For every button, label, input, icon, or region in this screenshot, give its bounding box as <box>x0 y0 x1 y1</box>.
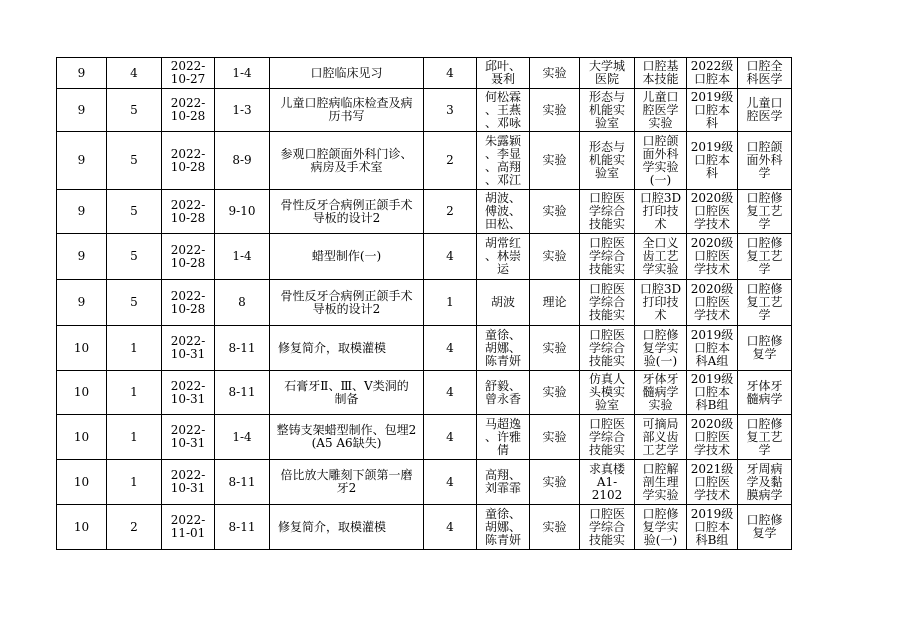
teacher-cell <box>477 505 530 550</box>
course-cell <box>738 326 792 371</box>
course-cell-text: 牙周病 学及黏 膜病学 <box>746 461 783 502</box>
type-cell <box>530 190 580 234</box>
period-cell <box>215 234 270 280</box>
day-cell-text: 1 <box>130 385 138 399</box>
course-cell <box>738 234 792 280</box>
week-cell-text: 10 <box>73 429 90 444</box>
hours-cell-text: 2 <box>446 153 454 167</box>
lab-cell <box>635 326 687 371</box>
topic-cell <box>270 460 424 505</box>
week-cell <box>57 190 107 234</box>
hours-cell <box>424 234 477 280</box>
topic-cell-text: 骨性反牙合病例正颌手术 导板的设计2 <box>280 288 413 316</box>
hours-cell <box>424 132 477 190</box>
course-cell-text: 口腔颌 面外科 学 <box>746 140 783 180</box>
date-cell-text: 2022- 10-27 <box>170 59 206 86</box>
place-cell <box>580 326 635 371</box>
topic-cell-text: 修复简介，取模灌模 <box>278 340 387 355</box>
period-cell-text: 8 <box>238 295 246 309</box>
place-cell-text: 口腔医 学综合 技能实 <box>588 416 625 457</box>
place-cell <box>580 190 635 234</box>
lab-cell <box>635 89 687 132</box>
type-cell <box>530 234 580 280</box>
type-cell-text: 实验 <box>542 340 567 355</box>
course-cell-text: 牙体牙 髓病学 <box>746 378 783 406</box>
teacher-cell <box>477 132 530 190</box>
grade-cell <box>687 132 738 190</box>
date-cell-text: 2022- 10-31 <box>170 334 206 361</box>
date-cell-text: 2022- 10-31 <box>170 378 206 406</box>
day-cell <box>107 460 162 505</box>
period-cell-text: 8-11 <box>228 519 256 534</box>
week-cell <box>57 280 107 326</box>
day-cell-text: 5 <box>130 204 138 218</box>
grade-cell <box>687 190 738 234</box>
lab-cell-text: 口腔3D 打印技 术 <box>639 282 682 322</box>
hours-cell <box>424 58 477 89</box>
grade-cell <box>687 505 738 550</box>
date-cell <box>162 58 215 89</box>
table-row <box>57 371 792 415</box>
date-cell <box>162 460 215 505</box>
week-cell <box>57 415 107 460</box>
course-cell <box>738 280 792 326</box>
grade-cell <box>687 326 738 371</box>
type-cell-text: 实验 <box>542 385 567 399</box>
date-cell <box>162 326 215 371</box>
topic-cell <box>270 371 424 415</box>
schedule-table <box>56 57 792 550</box>
period-cell-text: 8-11 <box>228 474 256 489</box>
week-cell <box>57 505 107 550</box>
date-cell-text: 2022- 10-28 <box>170 242 206 270</box>
hours-cell <box>424 415 477 460</box>
date-cell-text: 2022- 11-01 <box>170 513 206 540</box>
hours-cell <box>424 280 477 326</box>
topic-cell-text: 儿童口腔病临床检查及病 历书写 <box>280 96 413 123</box>
lab-cell <box>635 460 687 505</box>
topic-cell <box>270 280 424 326</box>
course-cell <box>738 460 792 505</box>
lab-cell-text: 口腔修 复学实 验(一) <box>642 327 679 368</box>
hours-cell-text: 1 <box>446 295 454 309</box>
period-cell-text: 8-11 <box>228 385 256 399</box>
teacher-cell <box>477 460 530 505</box>
table-row <box>57 132 792 190</box>
topic-cell-text: 整铸支架蜡型制作、包埋2 (A5 A6缺失) <box>276 423 417 450</box>
teacher-cell <box>477 190 530 234</box>
day-cell <box>107 371 162 415</box>
place-cell-text: 口腔医 学综合 技能实 <box>588 506 625 547</box>
period-cell <box>215 280 270 326</box>
place-cell-text: 形态与 机能实 验室 <box>588 140 625 180</box>
course-cell-text: 口腔修 复工艺 学 <box>746 416 783 457</box>
place-cell-text: 口腔医 学综合 技能实 <box>588 327 625 368</box>
week-cell-text: 10 <box>73 519 90 534</box>
date-cell-text: 2022- 10-28 <box>170 288 206 316</box>
table-row <box>57 460 792 505</box>
hours-cell-text: 2 <box>446 204 454 218</box>
teacher-cell <box>477 326 530 371</box>
week-cell <box>57 326 107 371</box>
topic-cell-text: 倍比放大雕刻下颌第一磨 牙2 <box>280 468 413 495</box>
course-cell-text: 口腔全 科医学 <box>746 59 783 86</box>
week-cell-text: 9 <box>77 295 86 309</box>
grade-cell <box>687 58 738 89</box>
grade-cell <box>687 460 738 505</box>
grade-cell-text: 2020级 口腔医 学技术 <box>690 236 734 276</box>
course-cell <box>738 505 792 550</box>
grade-cell-text: 2019级 口腔本 科 <box>690 89 734 130</box>
topic-cell-text: 参观口腔颌面外科门诊、 病房及手术室 <box>280 146 413 174</box>
hours-cell <box>424 371 477 415</box>
lab-cell <box>635 190 687 234</box>
topic-cell <box>270 190 424 234</box>
teacher-cell <box>477 371 530 415</box>
hours-cell-text: 4 <box>446 429 454 444</box>
place-cell-text: 口腔医 学综合 技能实 <box>588 236 625 276</box>
place-cell <box>580 505 635 550</box>
hours-cell-text: 3 <box>446 102 454 117</box>
day-cell-text: 5 <box>130 102 138 117</box>
type-cell <box>530 58 580 89</box>
type-cell <box>530 371 580 415</box>
schedule-body <box>57 58 792 550</box>
teacher-cell <box>477 58 530 89</box>
topic-cell <box>270 415 424 460</box>
topic-cell <box>270 505 424 550</box>
place-cell <box>580 234 635 280</box>
place-cell <box>580 132 635 190</box>
hours-cell-text: 4 <box>446 249 454 263</box>
type-cell <box>530 505 580 550</box>
grade-cell-text: 2019级 口腔本 科B组 <box>690 372 734 412</box>
hours-cell <box>424 460 477 505</box>
hours-cell <box>424 190 477 234</box>
teacher-cell-text: 胡波、 傅波、 田松、 <box>484 191 521 231</box>
week-cell <box>57 89 107 132</box>
date-cell-text: 2022- 10-31 <box>170 423 206 450</box>
teacher-cell-text: 邱叶、 聂利 <box>484 59 521 86</box>
place-cell-text: 形态与 机能实 验室 <box>588 89 625 130</box>
table-row <box>57 58 792 89</box>
week-cell-text: 10 <box>73 474 90 489</box>
table-row <box>57 190 792 234</box>
period-cell <box>215 190 270 234</box>
type-cell-text: 实验 <box>542 153 567 167</box>
grade-cell <box>687 280 738 326</box>
type-cell-text: 实验 <box>542 102 567 117</box>
hours-cell <box>424 89 477 132</box>
lab-cell-text: 可摘局 部义齿 工艺学 <box>642 416 679 457</box>
period-cell <box>215 132 270 190</box>
period-cell <box>215 371 270 415</box>
date-cell <box>162 371 215 415</box>
day-cell <box>107 190 162 234</box>
week-cell-text: 9 <box>77 65 86 80</box>
day-cell-text: 1 <box>130 474 138 489</box>
day-cell <box>107 132 162 190</box>
day-cell <box>107 234 162 280</box>
teacher-cell <box>477 89 530 132</box>
teacher-cell-text: 高翔、 刘霏霏 <box>484 468 521 495</box>
period-cell <box>215 415 270 460</box>
grade-cell <box>687 371 738 415</box>
course-cell <box>738 89 792 132</box>
day-cell-text: 5 <box>130 249 138 263</box>
type-cell-text: 实验 <box>542 519 567 534</box>
place-cell <box>580 371 635 415</box>
lab-cell-text: 口腔基 本技能 <box>642 59 679 86</box>
place-cell-text: 口腔医 学综合 技能实 <box>588 282 625 322</box>
course-cell-text: 口腔修 复工艺 学 <box>746 282 783 322</box>
period-cell-text: 9-10 <box>228 204 256 218</box>
place-cell-text: 仿真人 头模实 验室 <box>588 372 625 412</box>
date-cell <box>162 505 215 550</box>
type-cell <box>530 415 580 460</box>
course-cell <box>738 371 792 415</box>
date-cell-text: 2022- 10-28 <box>170 146 206 174</box>
lab-cell-text: 口腔颌 面外科 学实验 (一) <box>642 133 679 187</box>
period-cell <box>215 89 270 132</box>
table-row <box>57 234 792 280</box>
date-cell <box>162 234 215 280</box>
day-cell <box>107 89 162 132</box>
teacher-cell-text: 童徐、 胡娜、 陈青妍 <box>484 506 521 547</box>
period-cell-text: 8-9 <box>232 153 252 167</box>
week-cell-text: 9 <box>77 249 86 263</box>
grade-cell-text: 2020级 口腔医 学技术 <box>690 282 734 322</box>
course-cell <box>738 132 792 190</box>
week-cell <box>57 132 107 190</box>
hours-cell <box>424 326 477 371</box>
date-cell <box>162 132 215 190</box>
hours-cell-text: 4 <box>446 65 454 80</box>
lab-cell <box>635 280 687 326</box>
period-cell-text: 1-4 <box>232 249 252 263</box>
teacher-cell-text: 舒毅、 曾永香 <box>484 378 521 406</box>
day-cell <box>107 280 162 326</box>
period-cell-text: 1-3 <box>232 102 252 117</box>
lab-cell-text: 儿童口 腔医学 实验 <box>642 89 679 130</box>
type-cell <box>530 460 580 505</box>
grade-cell <box>687 89 738 132</box>
hours-cell <box>424 505 477 550</box>
lab-cell <box>635 58 687 89</box>
place-cell <box>580 280 635 326</box>
period-cell <box>215 460 270 505</box>
teacher-cell <box>477 234 530 280</box>
grade-cell-text: 2021级 口腔医 学技术 <box>690 461 734 502</box>
day-cell-text: 4 <box>130 65 138 80</box>
teacher-cell <box>477 280 530 326</box>
teacher-cell-text: 何松霖 、王燕 、邓咏 <box>484 89 521 130</box>
table-row <box>57 280 792 326</box>
period-cell <box>215 326 270 371</box>
hours-cell-text: 4 <box>446 519 454 534</box>
course-cell-text: 口腔修 复工艺 学 <box>746 191 783 231</box>
day-cell-text: 5 <box>130 295 138 309</box>
week-cell-text: 10 <box>73 340 90 355</box>
topic-cell <box>270 326 424 371</box>
place-cell-text: 口腔医 学综合 技能实 <box>588 191 625 231</box>
lab-cell <box>635 234 687 280</box>
week-cell-text: 9 <box>77 102 86 117</box>
period-cell-text: 1-4 <box>232 429 252 444</box>
day-cell-text: 1 <box>130 429 138 444</box>
place-cell-text: 求真楼 A1-2102 <box>588 461 625 502</box>
place-cell <box>580 460 635 505</box>
grade-cell-text: 2019级 口腔本 科B组 <box>690 506 734 547</box>
grade-cell-text: 2019级 口腔本 科 <box>690 140 734 180</box>
hours-cell-text: 4 <box>446 385 454 399</box>
lab-cell-text: 全口义 齿工艺 学实验 <box>642 236 679 276</box>
place-cell-text: 大学城 医院 <box>588 59 625 86</box>
type-cell <box>530 89 580 132</box>
week-cell <box>57 371 107 415</box>
grade-cell-text: 2020级 口腔医 学技术 <box>690 191 734 231</box>
course-cell <box>738 58 792 89</box>
day-cell <box>107 505 162 550</box>
lab-cell-text: 口腔3D 打印技 术 <box>639 191 682 231</box>
period-cell-text: 1-4 <box>232 65 252 80</box>
lab-cell-text: 牙体牙 髓病学 实验 <box>642 372 679 412</box>
hours-cell-text: 4 <box>446 474 454 489</box>
type-cell-text: 实验 <box>542 474 567 489</box>
type-cell-text: 实验 <box>542 249 567 263</box>
date-cell-text: 2022- 10-28 <box>170 197 206 225</box>
teacher-cell <box>477 415 530 460</box>
topic-cell <box>270 58 424 89</box>
date-cell <box>162 280 215 326</box>
lab-cell-text: 口腔解 剖生理 学实验 <box>642 461 679 502</box>
topic-cell-text: 口腔临床见习 <box>310 65 383 80</box>
type-cell <box>530 132 580 190</box>
week-cell <box>57 58 107 89</box>
week-cell-text: 9 <box>77 153 86 167</box>
date-cell-text: 2022- 10-31 <box>170 468 206 495</box>
topic-cell-text: 修复简介，取模灌模 <box>278 519 387 534</box>
type-cell-text: 实验 <box>542 65 567 80</box>
week-cell <box>57 234 107 280</box>
week-cell-text: 10 <box>73 385 90 399</box>
type-cell-text: 理论 <box>542 295 567 309</box>
place-cell <box>580 89 635 132</box>
lab-cell <box>635 415 687 460</box>
place-cell <box>580 415 635 460</box>
lab-cell <box>635 132 687 190</box>
place-cell <box>580 58 635 89</box>
table-row <box>57 505 792 550</box>
type-cell-text: 实验 <box>542 429 567 444</box>
course-cell <box>738 415 792 460</box>
course-cell-text: 口腔修 复工艺 学 <box>746 236 783 276</box>
teacher-cell-text: 童徐、 胡娜、 陈青妍 <box>484 327 521 368</box>
day-cell-text: 5 <box>130 153 138 167</box>
lab-cell-text: 口腔修 复学实 验(一) <box>642 506 679 547</box>
day-cell <box>107 58 162 89</box>
topic-cell <box>270 89 424 132</box>
grade-cell <box>687 234 738 280</box>
teacher-cell-text: 胡波 <box>490 295 515 309</box>
table-row <box>57 89 792 132</box>
day-cell-text: 1 <box>130 340 138 355</box>
day-cell <box>107 326 162 371</box>
course-cell-text: 口腔修 复学 <box>746 513 783 540</box>
topic-cell <box>270 132 424 190</box>
period-cell-text: 8-11 <box>228 340 256 355</box>
teacher-cell-text: 朱露颖 、李显 、高翔 、邓江 <box>484 133 521 187</box>
lab-cell <box>635 371 687 415</box>
grade-cell-text: 2019级 口腔本 科A组 <box>690 327 734 368</box>
lab-cell <box>635 505 687 550</box>
date-cell-text: 2022- 10-28 <box>170 96 206 123</box>
hours-cell-text: 4 <box>446 340 454 355</box>
grade-cell-text: 2020级 口腔医 学技术 <box>690 416 734 457</box>
day-cell-text: 2 <box>130 519 138 534</box>
day-cell <box>107 415 162 460</box>
period-cell <box>215 505 270 550</box>
topic-cell-text: 骨性反牙合病例正颌手术 导板的设计2 <box>280 197 413 225</box>
topic-cell-text: 蜡型制作(一) <box>311 249 382 263</box>
type-cell-text: 实验 <box>542 204 567 218</box>
date-cell <box>162 89 215 132</box>
type-cell <box>530 280 580 326</box>
period-cell <box>215 58 270 89</box>
table-row <box>57 326 792 371</box>
topic-cell-text: 石膏牙Ⅱ、Ⅲ、Ⅴ类洞的 制备 <box>284 378 409 406</box>
course-cell-text: 口腔修 复学 <box>746 334 783 361</box>
grade-cell <box>687 415 738 460</box>
teacher-cell-text: 胡常红 、林崇 运 <box>484 236 521 276</box>
teacher-cell-text: 马超逸 、许雅 倩 <box>484 416 521 457</box>
date-cell <box>162 415 215 460</box>
date-cell <box>162 190 215 234</box>
type-cell <box>530 326 580 371</box>
week-cell <box>57 460 107 505</box>
table-row <box>57 415 792 460</box>
course-cell-text: 儿童口 腔医学 <box>746 96 783 123</box>
course-cell <box>738 190 792 234</box>
week-cell-text: 9 <box>77 204 86 218</box>
topic-cell <box>270 234 424 280</box>
grade-cell-text: 2022级 口腔本 <box>690 59 734 86</box>
